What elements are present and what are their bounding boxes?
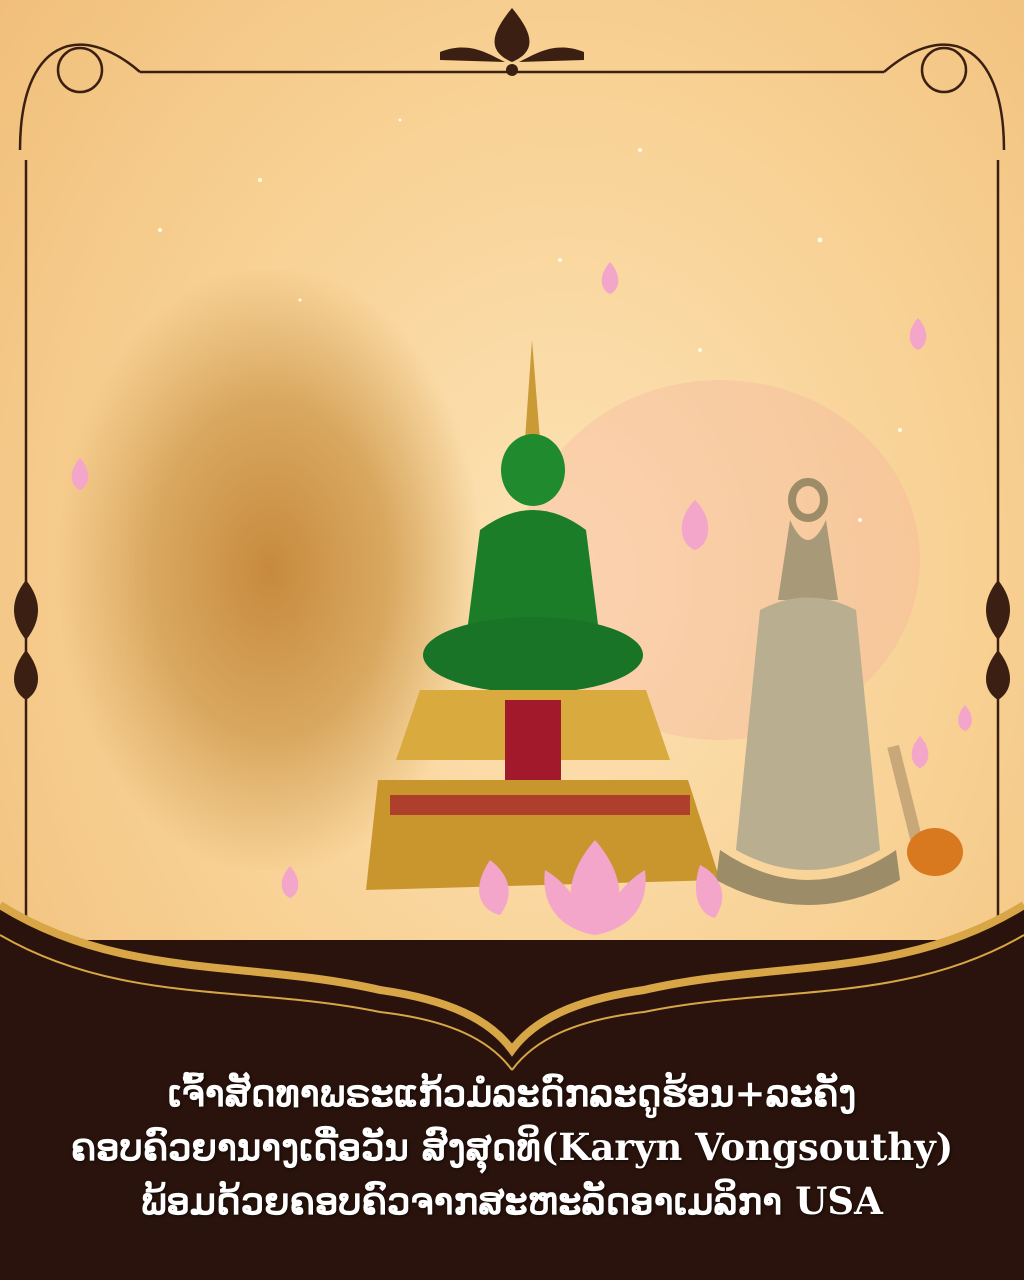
caption-line-3: ພ້ອມດ້ວຍຄອບຄົວຈາກສະຫະລັດອາເມລິກາ USA [141, 1179, 883, 1223]
caption-line-1: ເຈົ້າສັດທາພຣະແກ້ວມໍລະດົກລະດູຮ້ອນ+ລະຄັງ [167, 1071, 857, 1115]
caption [40, 1066, 984, 1228]
caption-line-2: ຄອບຄົວຍານາງເດື່ອວັນ ສົງສຸດທິ(Karyn Vongsouthy) [70, 1125, 954, 1169]
